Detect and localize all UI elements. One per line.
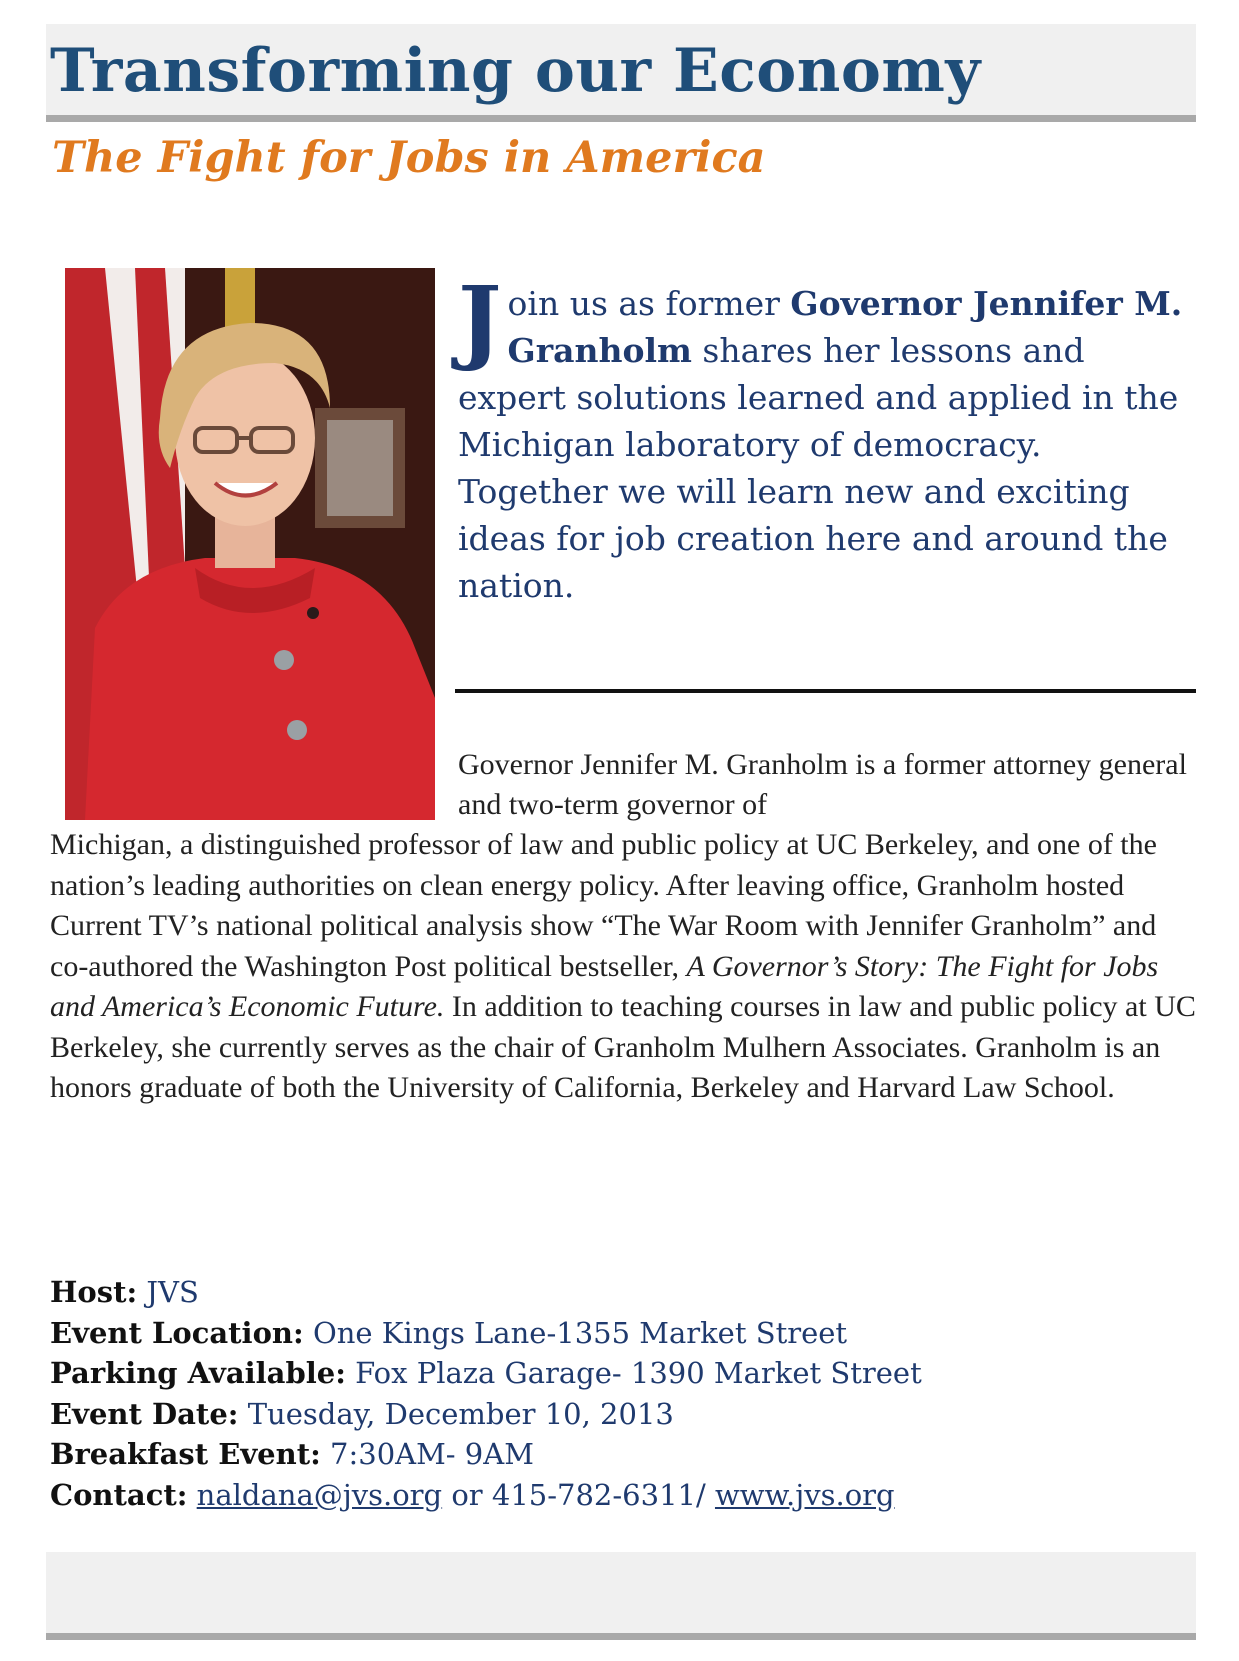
parking-label: Parking Available:	[50, 1356, 346, 1391]
page-subtitle: The Fight for Jobs in America	[52, 133, 766, 183]
host-value: JVS	[146, 1275, 199, 1309]
host-label: Host:	[50, 1275, 138, 1309]
footer-band	[46, 1552, 1196, 1640]
section-divider	[455, 689, 1196, 693]
date-label: Event Date:	[50, 1396, 239, 1431]
breakfast-row	[50, 1434, 1200, 1475]
breakfast-label: Breakfast Event:	[50, 1437, 321, 1472]
intro-name: Governor Jennifer M. Granholm	[507, 284, 1183, 370]
breakfast-value: 7:30AM- 9AM	[330, 1437, 534, 1472]
intro-text-before: oin us as former	[507, 284, 791, 323]
portrait-photo	[65, 268, 435, 820]
location-row	[50, 1313, 1200, 1354]
parking-value: Fox Plaza Garage- 1390 Market Street	[355, 1356, 922, 1391]
intro-paragraph	[458, 266, 1198, 609]
contact-label: Contact:	[50, 1477, 188, 1512]
bio-body-1: Michigan, a distinguished professor of law and public policy at UC Berkeley, and one of the nation’s leading authorities on clean energy policy. After leaving office, Granholm hosted Current TV’s national political analysis show “The War Room with Jennifer Granholm” and co-authored the Washington Post political bestseller,	[50, 828, 1157, 983]
date-value: Tuesday, December 10, 2013	[247, 1396, 674, 1431]
contact-row	[50, 1475, 1200, 1516]
page-title: Transforming our Economy	[50, 36, 981, 106]
date-row	[50, 1394, 1200, 1435]
bio-body-2: In addition to teaching courses in law and public policy at UC Berkeley, she currently serves as the chair of Granholm Mulhern Associates. Granholm is an honors graduate of both the University of California, Berkeley and Harvard Law School.	[50, 990, 1196, 1104]
bio-first-lines: Governor Jennifer M. Granholm is a former attorney general and two-term governor of	[458, 748, 1187, 821]
host-row	[50, 1272, 1200, 1313]
contact-email-link[interactable]: naldana@jvs.org	[196, 1477, 443, 1512]
book-title: A Governor’s Story: The Fight for Jobs and America’s Economic Future.	[50, 949, 1159, 1023]
bio-paragraph	[50, 825, 1200, 1109]
location-label: Event Location:	[50, 1315, 304, 1350]
event-details	[50, 1272, 1200, 1516]
location-value: One Kings Lane-1355 Market Street	[312, 1315, 848, 1350]
contact-phone: or 415-782-6311/	[442, 1477, 715, 1512]
intro-text-after: shares her lessons and expert solutions learned and applied in the Michigan laboratory of democracy. Together we will learn new and exciting ideas for job creation here and around the nation.	[458, 331, 1179, 605]
drop-cap: J	[458, 266, 502, 374]
parking-row	[50, 1353, 1200, 1394]
website-link[interactable]: www.jvs.org	[714, 1477, 895, 1512]
portrait-illustration	[65, 268, 435, 820]
